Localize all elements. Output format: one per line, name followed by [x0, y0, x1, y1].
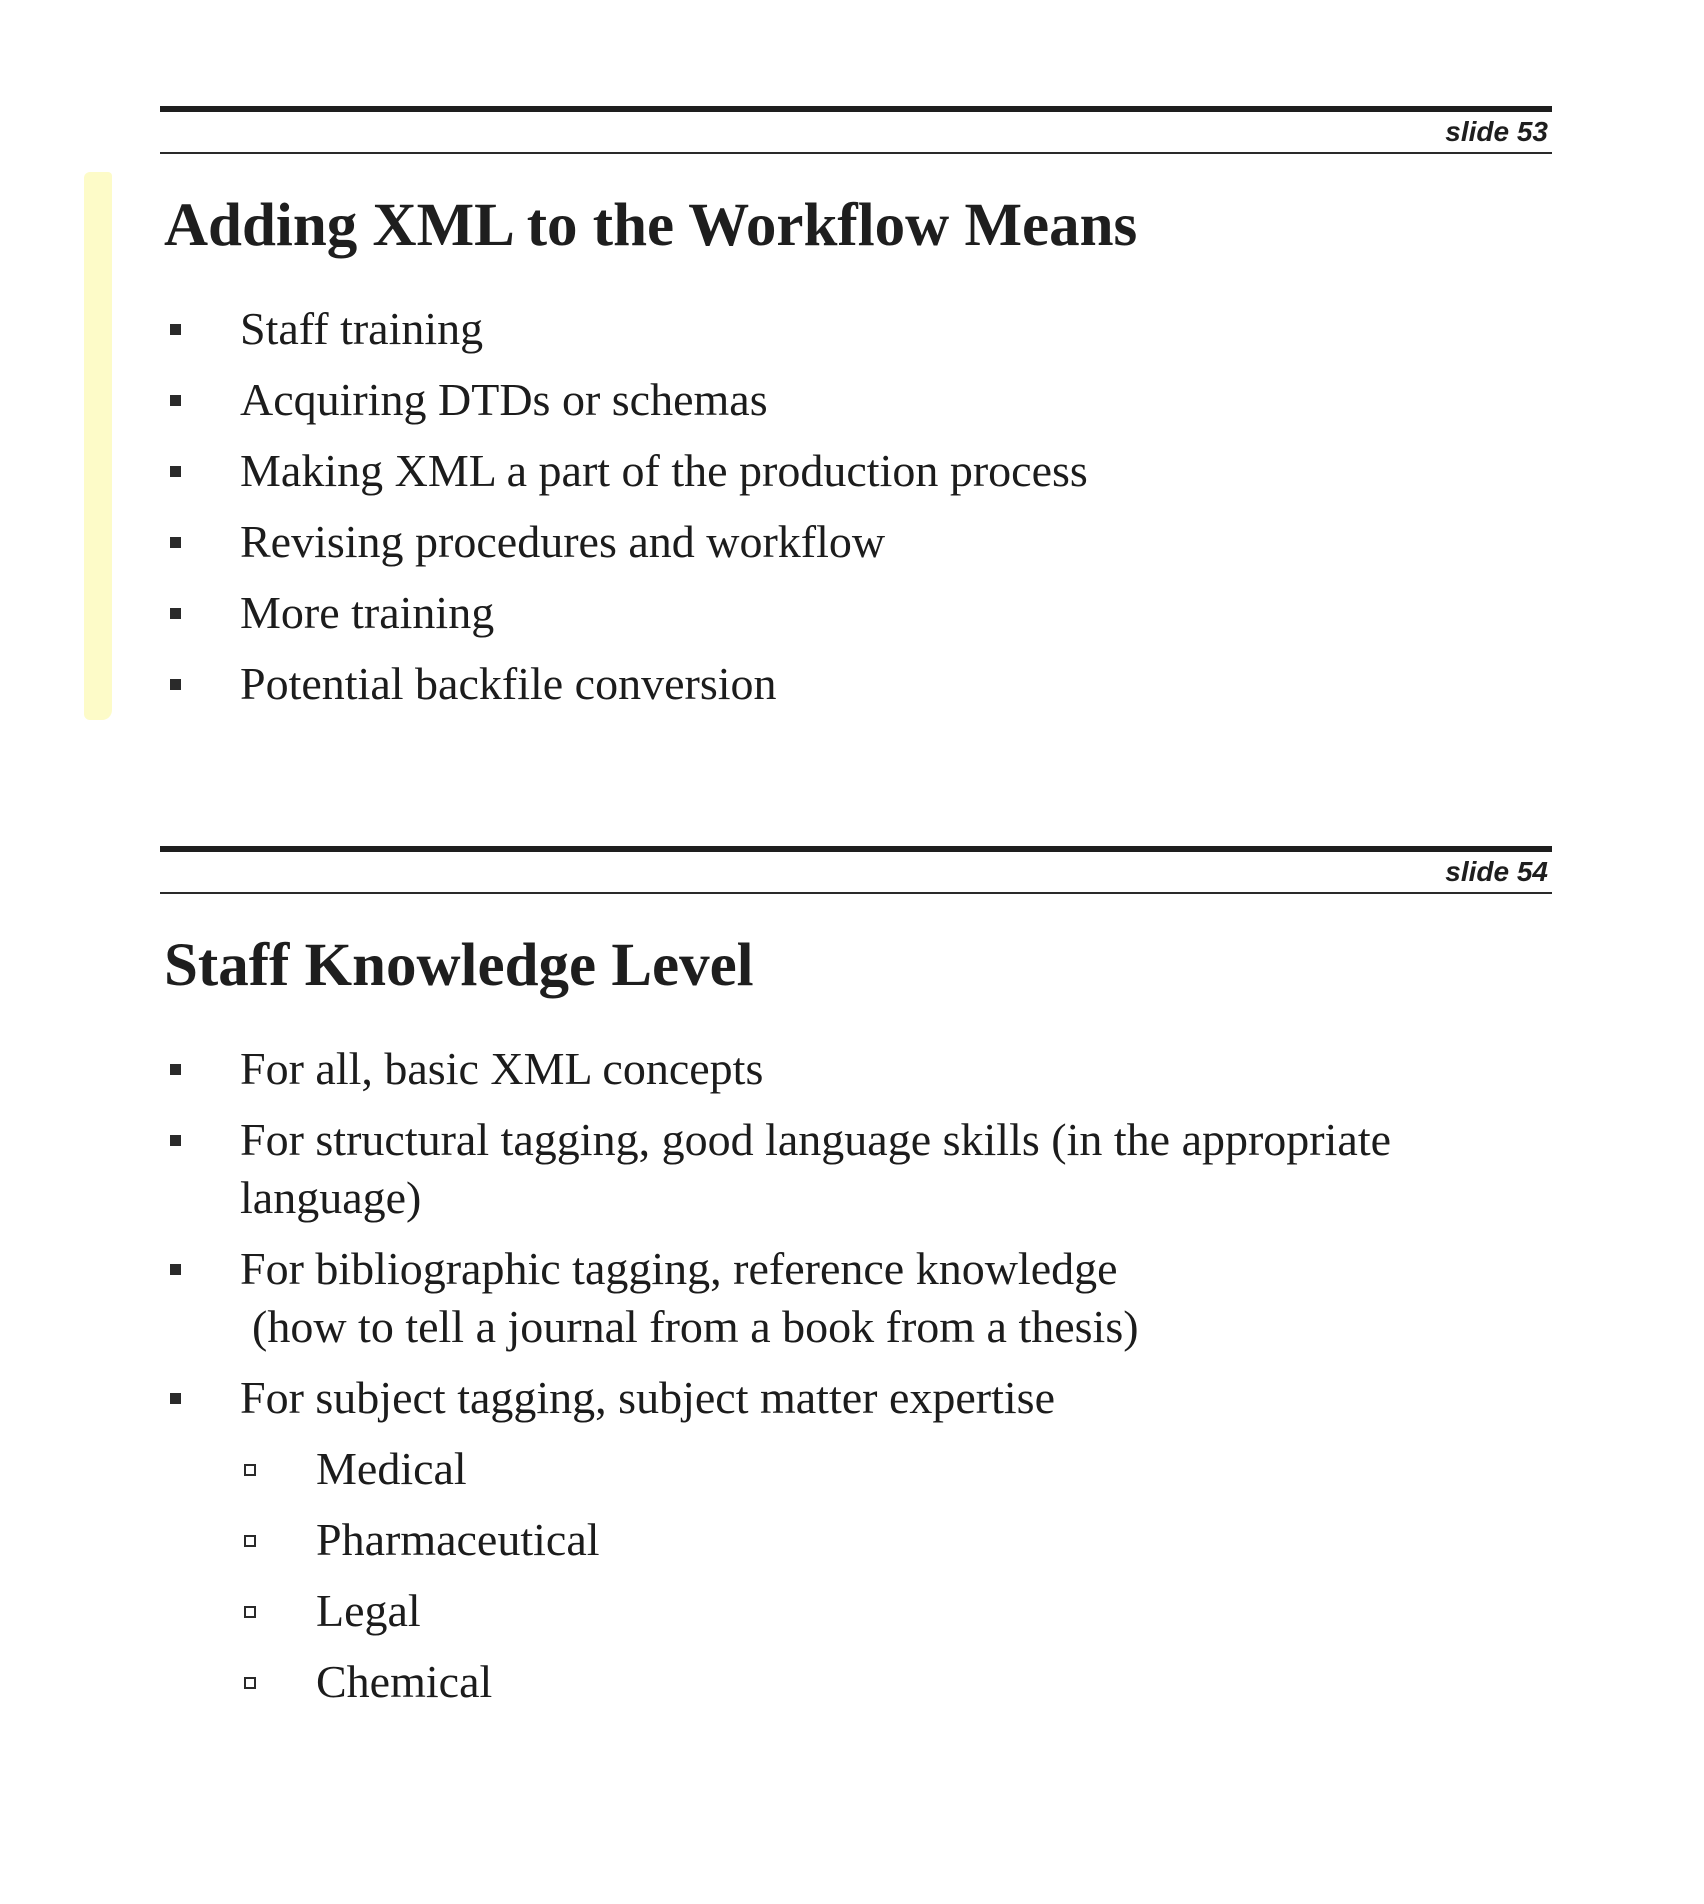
slide-title: Adding XML to the Workflow Means — [164, 192, 1138, 259]
hollow-square-bullet-icon — [244, 1464, 256, 1476]
hollow-square-bullet-icon — [244, 1535, 256, 1547]
list-item — [160, 442, 1552, 500]
square-bullet-icon — [170, 1135, 181, 1146]
header-rule — [160, 152, 1552, 154]
square-bullet-icon — [170, 324, 181, 335]
bullet-text: Staff training — [240, 303, 484, 354]
sub-bullet-text: Chemical — [316, 1656, 493, 1707]
bullet-text: Acquiring DTDs or schemas — [240, 374, 768, 425]
sub-list-item — [240, 1511, 1552, 1569]
bullet-text: Potential backfile conversion — [240, 658, 777, 709]
sub-bullet-list — [240, 1440, 1552, 1711]
slide-title: Staff Knowledge Level — [164, 932, 754, 999]
square-bullet-icon — [170, 1064, 181, 1075]
bullet-text-continuation: language) — [240, 1172, 422, 1223]
list-item — [160, 655, 1552, 713]
square-bullet-icon — [170, 537, 181, 548]
bullet-text: For all, basic XML concepts — [240, 1043, 764, 1094]
list-item — [160, 1369, 1552, 1711]
square-bullet-icon — [170, 1393, 181, 1404]
square-bullet-icon — [170, 608, 181, 619]
bullet-text: More training — [240, 587, 495, 638]
list-item — [160, 371, 1552, 429]
sub-list-item — [240, 1440, 1552, 1498]
bullet-text: Revising procedures and workflow — [240, 516, 886, 567]
sub-bullet-text: Legal — [316, 1585, 421, 1636]
bullet-list — [160, 300, 1552, 713]
sub-list-item — [240, 1653, 1552, 1711]
yellow-highlighter-mark — [84, 172, 112, 720]
sub-bullet-text: Pharmaceutical — [316, 1514, 600, 1565]
sub-bullet-text: Medical — [316, 1443, 467, 1494]
bullet-text: Making XML a part of the production process — [240, 445, 1088, 496]
list-item — [160, 1040, 1552, 1098]
bullet-text: For subject tagging, subject matter expertise — [240, 1372, 1055, 1423]
bullet-list — [160, 1040, 1552, 1711]
bullet-text: For structural tagging, good language skills (in the appropriate — [240, 1114, 1392, 1165]
list-item — [160, 513, 1552, 571]
slide-number: slide 53 — [1445, 116, 1548, 147]
bullet-text-continuation: (how to tell a journal from a book from a thesis) — [252, 1301, 1139, 1352]
list-item — [160, 1240, 1552, 1356]
list-item — [160, 1111, 1552, 1227]
sub-list-item — [240, 1582, 1552, 1640]
square-bullet-icon — [170, 466, 181, 477]
hollow-square-bullet-icon — [244, 1606, 256, 1618]
square-bullet-icon — [170, 395, 181, 406]
hollow-square-bullet-icon — [244, 1677, 256, 1689]
slide-54 — [160, 846, 1552, 1724]
list-item — [160, 584, 1552, 642]
slide-number: slide 54 — [1445, 856, 1548, 887]
list-item — [160, 300, 1552, 358]
slide-53 — [160, 106, 1552, 726]
bullet-text: For bibliographic tagging, reference knowledge — [240, 1243, 1118, 1294]
header-rule — [160, 892, 1552, 894]
square-bullet-icon — [170, 679, 181, 690]
square-bullet-icon — [170, 1264, 181, 1275]
